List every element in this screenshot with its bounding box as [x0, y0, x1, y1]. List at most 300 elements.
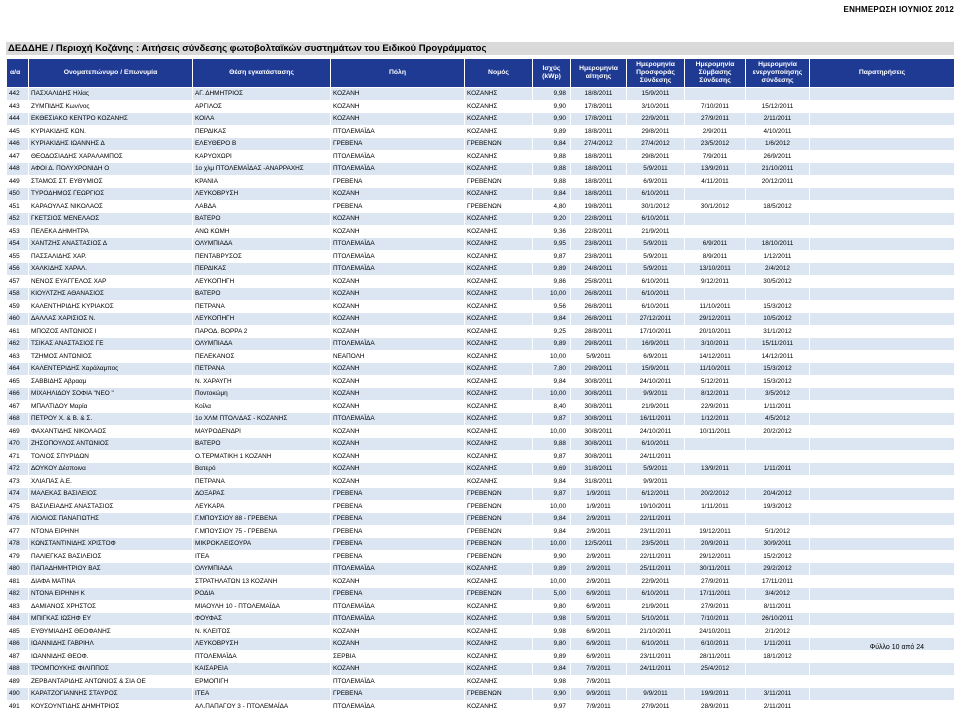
- cell-city: ΠΤΟΛΕΜΑΪΔΑ: [331, 250, 465, 263]
- cell-offer-date: 22/11/2011: [627, 550, 685, 563]
- cell-power: 9,80: [533, 638, 571, 651]
- cell-app-date: 5/9/2011: [571, 613, 627, 626]
- table-row: [7, 238, 955, 251]
- cell-activation-date: 20/2/2012: [746, 425, 810, 438]
- cell-owner: ΣΑΒΒΙΔΗΣ Αβρααμ: [29, 375, 193, 388]
- cell-power: 10,00: [533, 350, 571, 363]
- cell-city: ΠΤΟΛΕΜΑΪΔΑ: [331, 125, 465, 138]
- cell-city: ΠΤΟΛΕΜΑΪΔΑ: [331, 413, 465, 426]
- cell-contract-date: [685, 475, 746, 488]
- cell-remarks: [810, 263, 955, 276]
- cell-power: 9,88: [533, 438, 571, 451]
- cell-app-date: 18/8/2011: [571, 163, 627, 176]
- cell-city: ΚΟΖΑΝΗ: [331, 575, 465, 588]
- cell-app-date: 18/8/2011: [571, 188, 627, 201]
- cell-offer-date: 15/9/2011: [627, 363, 685, 376]
- cell-offer-date: 22/9/2011: [627, 113, 685, 126]
- table-row: [7, 400, 955, 413]
- table-row: [7, 525, 955, 538]
- cell-owner: ΠΑΛΙΕΓΚΑΣ ΒΑΣΙΛΕΙΟΣ: [29, 550, 193, 563]
- cell-nomos: ΚΟΖΑΝΗΣ: [465, 600, 533, 613]
- cell-location: ΔΟΞΑΡΑΣ: [193, 488, 331, 501]
- cell-power: 10,00: [533, 538, 571, 551]
- cell-power: 9,56: [533, 300, 571, 313]
- col-contract-date: Ημερομηνία Σύμβασης Σύνδεσης: [685, 59, 746, 88]
- cell-nomos: ΚΟΖΑΝΗΣ: [465, 475, 533, 488]
- cell-location: 1ο χλμ ΠΤΟΛΕΜΑΪΔΑΣ -ΑΝΑΡΡΑΧΗΣ: [193, 163, 331, 176]
- cell-contract-date: 29/12/2011: [685, 550, 746, 563]
- cell-offer-date: 5/10/2011: [627, 613, 685, 626]
- cell-remarks: [810, 575, 955, 588]
- cell-offer-date: 6/10/2011: [627, 300, 685, 313]
- cell-activation-date: 21/10/2011: [746, 163, 810, 176]
- table-row: [7, 163, 955, 176]
- cell-power: 5,00: [533, 588, 571, 601]
- cell-nomos: ΚΟΖΑΝΗΣ: [465, 150, 533, 163]
- cell-owner: ΠΕΤΡΟΥ Χ. & Β. & Σ.: [29, 413, 193, 426]
- cell-nomos: ΚΟΖΑΝΗΣ: [465, 425, 533, 438]
- cell-owner: ΜΠΙΓΚΑΣ ΙΩΣΗΦ ΕΥ: [29, 613, 193, 626]
- applications-table: [6, 58, 955, 713]
- cell-app-date: 30/8/2011: [571, 425, 627, 438]
- cell-city: ΓΡΕΒΕΝΑ: [331, 500, 465, 513]
- cell-offer-date: 3/10/2011: [627, 100, 685, 113]
- cell-app-date: 30/8/2011: [571, 450, 627, 463]
- cell-owner: ΠΑΣΧΑΛΙΔΗΣ Ηλίας: [29, 88, 193, 101]
- cell-app-date: 1/9/2011: [571, 488, 627, 501]
- cell-contract-date: 1/12/2011: [685, 413, 746, 426]
- cell-city: ΚΟΖΑΝΗ: [331, 313, 465, 326]
- cell-activation-date: 2/11/2011: [746, 700, 810, 713]
- col-nomos: Νομός: [465, 59, 533, 88]
- cell-offer-date: 5/9/2011: [627, 263, 685, 276]
- cell-activation-date: 1/6/2012: [746, 138, 810, 151]
- cell-nomos: ΚΟΖΑΝΗΣ: [465, 663, 533, 676]
- cell-app-date: 25/8/2011: [571, 275, 627, 288]
- cell-offer-date: 21/9/2011: [627, 225, 685, 238]
- cell-app-date: 9/9/2011: [571, 688, 627, 701]
- cell-owner: ΙΩΑΝΝΙΔΗΣ ΓΑΒΡΙΗΛ: [29, 638, 193, 651]
- cell-aa: 472: [7, 463, 29, 476]
- cell-power: 9,89: [533, 125, 571, 138]
- cell-location: Ν. ΚΛΕΙΤΟΣ: [193, 625, 331, 638]
- cell-contract-date: [685, 188, 746, 201]
- cell-offer-date: 16/11/2011: [627, 413, 685, 426]
- cell-aa: 478: [7, 538, 29, 551]
- cell-location: ΑΡΓΙΛΟΣ: [193, 100, 331, 113]
- table-row: [7, 488, 955, 501]
- cell-contract-date: 10/11/2011: [685, 425, 746, 438]
- cell-contract-date: 11/10/2011: [685, 300, 746, 313]
- cell-activation-date: 5/1/2012: [746, 525, 810, 538]
- cell-offer-date: 24/10/2011: [627, 425, 685, 438]
- cell-app-date: 23/8/2011: [571, 250, 627, 263]
- table-row: [7, 450, 955, 463]
- table-row: [7, 625, 955, 638]
- cell-city: ΣΕΡΒΙΑ: [331, 650, 465, 663]
- cell-offer-date: 23/11/2011: [627, 650, 685, 663]
- cell-contract-date: 20/2/2012: [685, 488, 746, 501]
- cell-offer-date: 22/9/2011: [627, 575, 685, 588]
- cell-location: Γ.ΜΠΟΥΣΙΟΥ 75 - ΓΡΕΒΕΝΑ: [193, 525, 331, 538]
- cell-nomos: ΚΟΖΑΝΗΣ: [465, 100, 533, 113]
- cell-city: ΠΤΟΛΕΜΑΪΔΑ: [331, 563, 465, 576]
- cell-location: ΦΟΥΦΑΣ: [193, 613, 331, 626]
- table-row: [7, 513, 955, 526]
- cell-remarks: [810, 338, 955, 351]
- cell-contract-date: 22/9/2011: [685, 400, 746, 413]
- cell-offer-date: 9/9/2011: [627, 388, 685, 401]
- cell-location: ΙΤΕΑ: [193, 550, 331, 563]
- cell-power: 9,84: [533, 375, 571, 388]
- cell-power: 9,89: [533, 338, 571, 351]
- cell-nomos: ΚΟΖΑΝΗΣ: [465, 213, 533, 226]
- cell-nomos: ΓΡΕΒΕΝΩΝ: [465, 200, 533, 213]
- cell-aa: 471: [7, 450, 29, 463]
- table-row: [7, 675, 955, 688]
- cell-offer-date: 5/9/2011: [627, 163, 685, 176]
- cell-contract-date: 27/9/2011: [685, 575, 746, 588]
- cell-offer-date: 16/9/2011: [627, 338, 685, 351]
- cell-nomos: ΚΟΖΑΝΗΣ: [465, 675, 533, 688]
- cell-remarks: [810, 100, 955, 113]
- cell-remarks: [810, 550, 955, 563]
- cell-remarks: [810, 525, 955, 538]
- cell-activation-date: [746, 438, 810, 451]
- cell-power: 9,84: [533, 475, 571, 488]
- cell-activation-date: 15/12/2011: [746, 100, 810, 113]
- cell-app-date: 31/8/2011: [571, 475, 627, 488]
- table-row: [7, 338, 955, 351]
- cell-power: 9,84: [533, 313, 571, 326]
- cell-activation-date: 15/2/2012: [746, 550, 810, 563]
- table-row: [7, 538, 955, 551]
- cell-power: 9,98: [533, 613, 571, 626]
- cell-activation-date: 30/5/2012: [746, 275, 810, 288]
- cell-contract-date: 13/10/2011: [685, 263, 746, 276]
- table-row: [7, 613, 955, 626]
- cell-offer-date: 6/10/2011: [627, 438, 685, 451]
- cell-nomos: ΚΟΖΑΝΗΣ: [465, 450, 533, 463]
- table-row: [7, 300, 955, 313]
- cell-location: ΜΙΑΟΥΛΗ 10 - ΠΤΟΛΕΜΑΪΔΑ: [193, 600, 331, 613]
- table-row: [7, 638, 955, 651]
- table-row: [7, 100, 955, 113]
- cell-remarks: [810, 288, 955, 301]
- col-location: Θέση εγκατάστασης: [193, 59, 331, 88]
- col-activation-date: Ημερομηνία ενεργοποίησης σύνδεσης: [746, 59, 810, 88]
- cell-city: ΓΡΕΒΕΝΑ: [331, 538, 465, 551]
- cell-owner: ΚΑΡΑΤΖΟΓΙΑΝΝΗΣ ΣΤΑΥΡΟΣ: [29, 688, 193, 701]
- cell-nomos: ΓΡΕΒΕΝΩΝ: [465, 525, 533, 538]
- cell-owner: ΣΤΑΜΟΣ ΣΤ. ΕΥΘΥΜΙΟΣ: [29, 175, 193, 188]
- cell-activation-date: [746, 450, 810, 463]
- cell-location: ΚΡΑΝΙΑ: [193, 175, 331, 188]
- cell-activation-date: 18/10/2011: [746, 238, 810, 251]
- cell-contract-date: [685, 675, 746, 688]
- cell-app-date: 29/8/2011: [571, 363, 627, 376]
- cell-remarks: [810, 600, 955, 613]
- cell-owner: ΤΥΡΟΔΗΜΟΣ ΓΕΩΡΓΙΟΣ: [29, 188, 193, 201]
- cell-city: ΠΤΟΛΕΜΑΪΔΑ: [331, 163, 465, 176]
- cell-app-date: 30/8/2011: [571, 388, 627, 401]
- cell-contract-date: 24/10/2011: [685, 625, 746, 638]
- col-aa: α/α: [7, 59, 29, 88]
- cell-city: ΠΤΟΛΕΜΑΪΔΑ: [331, 263, 465, 276]
- cell-nomos: ΚΟΖΑΝΗΣ: [465, 250, 533, 263]
- cell-remarks: [810, 675, 955, 688]
- cell-power: 10,00: [533, 425, 571, 438]
- cell-nomos: ΚΟΖΑΝΗΣ: [465, 125, 533, 138]
- cell-remarks: [810, 438, 955, 451]
- cell-app-date: 27/4/2012: [571, 138, 627, 151]
- cell-location: Ο.ΤΕΡΜΑΤΙΚΗ 1 ΚΟΖΑΝΗ: [193, 450, 331, 463]
- cell-app-date: 26/8/2011: [571, 313, 627, 326]
- cell-contract-date: 29/12/2011: [685, 313, 746, 326]
- cell-owner: ΚΥΡΙΑΚΙΔΗΣ ΙΩΑΝΝΗΣ Δ: [29, 138, 193, 151]
- cell-city: ΚΟΖΑΝΗ: [331, 100, 465, 113]
- cell-location: ΠΕΡΔΙΚΑΣ: [193, 125, 331, 138]
- cell-aa: 488: [7, 663, 29, 676]
- cell-city: ΠΤΟΛΕΜΑΪΔΑ: [331, 600, 465, 613]
- cell-aa: 469: [7, 425, 29, 438]
- cell-location: ΛΕΥΚΟΠΗΓΗ: [193, 313, 331, 326]
- cell-remarks: [810, 350, 955, 363]
- table-row: [7, 250, 955, 263]
- cell-contract-date: 9/12/2011: [685, 275, 746, 288]
- cell-nomos: ΚΟΖΑΝΗΣ: [465, 700, 533, 713]
- cell-activation-date: [746, 475, 810, 488]
- cell-owner: ΚΑΛΕΝΤΗΡΙΔΗΣ ΚΥΡΙΑΚΟΣ: [29, 300, 193, 313]
- cell-owner: ΜΠΟΖΟΣ ΑΝΤΩΝΙΟΣ Ι: [29, 325, 193, 338]
- cell-app-date: 17/8/2011: [571, 100, 627, 113]
- cell-location: ΜΙΚΡΟΚΛΕΙΣΟΥΡΑ: [193, 538, 331, 551]
- cell-city: ΚΟΖΑΝΗ: [331, 475, 465, 488]
- cell-activation-date: 26/10/2011: [746, 613, 810, 626]
- cell-aa: 484: [7, 613, 29, 626]
- cell-contract-date: 13/9/2011: [685, 463, 746, 476]
- cell-remarks: [810, 363, 955, 376]
- cell-aa: 480: [7, 563, 29, 576]
- cell-city: ΓΡΕΒΕΝΑ: [331, 138, 465, 151]
- cell-offer-date: 23/11/2011: [627, 525, 685, 538]
- cell-location: ΣΤΡΑΤΗΛΑΤΩΝ 13 ΚΟΖΑΝΗ: [193, 575, 331, 588]
- cell-remarks: [810, 125, 955, 138]
- cell-aa: 445: [7, 125, 29, 138]
- cell-aa: 491: [7, 700, 29, 713]
- cell-activation-date: 1/11/2011: [746, 463, 810, 476]
- cell-remarks: [810, 688, 955, 701]
- cell-aa: 487: [7, 650, 29, 663]
- col-app-date: Ημερομηνία αίτησης: [571, 59, 627, 88]
- cell-owner: ΝΤΟΝΑ ΕΙΡΗΝΗ Κ: [29, 588, 193, 601]
- cell-city: ΚΟΖΑΝΗ: [331, 450, 465, 463]
- table-row: [7, 700, 955, 713]
- cell-activation-date: 1/12/2011: [746, 250, 810, 263]
- cell-aa: 466: [7, 388, 29, 401]
- table-row: [7, 500, 955, 513]
- col-city: Πόλη: [331, 59, 465, 88]
- cell-offer-date: 6/10/2011: [627, 188, 685, 201]
- cell-city: ΓΡΕΒΕΝΑ: [331, 513, 465, 526]
- cell-activation-date: 1/11/2011: [746, 400, 810, 413]
- cell-owner: ΓΚΕΤΣΙΟΣ ΜΕΝΕΛΑΟΣ: [29, 213, 193, 226]
- cell-owner: ΧΛΙΑΠΑΣ Α.Ε.: [29, 475, 193, 488]
- cell-offer-date: 9/9/2011: [627, 688, 685, 701]
- cell-location: ΑΓ. ΔΗΜΗΤΡΙΟΣ: [193, 88, 331, 101]
- cell-owner: ΝΕΝΟΣ ΕΥΑΓΓΕΛΟΣ ΧΑΡ: [29, 275, 193, 288]
- cell-location: ΠΕΡΔΙΚΑΣ: [193, 263, 331, 276]
- table-row: [7, 463, 955, 476]
- cell-aa: 473: [7, 475, 29, 488]
- cell-aa: 463: [7, 350, 29, 363]
- cell-location: Ποντοκώμη: [193, 388, 331, 401]
- cell-nomos: ΚΟΖΑΝΗΣ: [465, 188, 533, 201]
- cell-nomos: ΓΡΕΒΕΝΩΝ: [465, 688, 533, 701]
- cell-aa: 449: [7, 175, 29, 188]
- cell-city: ΚΟΖΑΝΗ: [331, 400, 465, 413]
- cell-location: ΡΟΔΙΑ: [193, 588, 331, 601]
- cell-city: ΚΟΖΑΝΗ: [331, 188, 465, 201]
- cell-remarks: [810, 650, 955, 663]
- cell-offer-date: 17/10/2011: [627, 325, 685, 338]
- cell-location: ΚΟΙΛΑ: [193, 113, 331, 126]
- cell-aa: 489: [7, 675, 29, 688]
- cell-activation-date: 15/3/2012: [746, 363, 810, 376]
- cell-aa: 474: [7, 488, 29, 501]
- cell-power: 9,88: [533, 175, 571, 188]
- cell-location: ΑΝΩ ΚΩΜΗ: [193, 225, 331, 238]
- cell-city: ΠΤΟΛΕΜΑΪΔΑ: [331, 238, 465, 251]
- cell-city: ΚΟΖΑΝΗ: [331, 225, 465, 238]
- cell-app-date: 30/8/2011: [571, 375, 627, 388]
- table-row: [7, 688, 955, 701]
- cell-offer-date: 29/8/2011: [627, 150, 685, 163]
- cell-city: ΓΡΕΒΕΝΑ: [331, 488, 465, 501]
- table-row: [7, 325, 955, 338]
- cell-city: ΚΟΖΑΝΗ: [331, 638, 465, 651]
- cell-city: ΚΟΖΑΝΗ: [331, 625, 465, 638]
- table-row: [7, 200, 955, 213]
- cell-activation-date: 1/11/2011: [746, 638, 810, 651]
- cell-power: 9,98: [533, 675, 571, 688]
- cell-nomos: ΚΟΖΑΝΗΣ: [465, 163, 533, 176]
- cell-offer-date: 6/9/2011: [627, 350, 685, 363]
- cell-power: 9,87: [533, 413, 571, 426]
- cell-remarks: [810, 400, 955, 413]
- cell-offer-date: 22/11/2011: [627, 513, 685, 526]
- cell-remarks: [810, 513, 955, 526]
- cell-city: ΚΟΖΑΝΗ: [331, 438, 465, 451]
- table-row: [7, 138, 955, 151]
- cell-location: ΠΤΟΛΕΜΑΪΔΑ: [193, 650, 331, 663]
- cell-owner: ΕΥΘΥΜΙΑΔΗΣ ΘΕΟΦΑΝΗΣ: [29, 625, 193, 638]
- cell-aa: 451: [7, 200, 29, 213]
- cell-offer-date: 6/9/2011: [627, 175, 685, 188]
- cell-aa: 467: [7, 400, 29, 413]
- table-row: [7, 263, 955, 276]
- cell-app-date: 7/9/2011: [571, 700, 627, 713]
- col-offer-date: Ημερομηνία Προσφοράς Σύνδεσης: [627, 59, 685, 88]
- cell-contract-date: 30/11/2011: [685, 563, 746, 576]
- cell-aa: 485: [7, 625, 29, 638]
- cell-app-date: 6/9/2011: [571, 650, 627, 663]
- cell-remarks: [810, 663, 955, 676]
- cell-activation-date: [746, 88, 810, 101]
- cell-remarks: [810, 188, 955, 201]
- cell-location: ΚΑΡΥΟΧΩΡΙ: [193, 150, 331, 163]
- table-row: [7, 413, 955, 426]
- cell-city: ΚΟΖΑΝΗ: [331, 275, 465, 288]
- cell-aa: 457: [7, 275, 29, 288]
- cell-power: 9,69: [533, 463, 571, 476]
- cell-city: ΓΡΕΒΕΝΑ: [331, 200, 465, 213]
- table-row: [7, 225, 955, 238]
- cell-nomos: ΚΟΖΑΝΗΣ: [465, 338, 533, 351]
- cell-nomos: ΚΟΖΑΝΗΣ: [465, 225, 533, 238]
- cell-remarks: [810, 213, 955, 226]
- cell-aa: 450: [7, 188, 29, 201]
- cell-location: ΠΕΝΤΑΒΡΥΣΟΣ: [193, 250, 331, 263]
- cell-nomos: ΚΟΖΑΝΗΣ: [465, 625, 533, 638]
- cell-owner: ΖΗΣΟΠΟΥΛΟΣ ΑΝΤΩΝΙΟΣ: [29, 438, 193, 451]
- cell-nomos: ΚΟΖΑΝΗΣ: [465, 300, 533, 313]
- cell-remarks: [810, 463, 955, 476]
- cell-city: ΚΟΖΑΝΗ: [331, 425, 465, 438]
- cell-app-date: 28/8/2011: [571, 325, 627, 338]
- page-title: ΔΕΔΔΗΕ / Περιοχή Κοζάνης : Αιτήσεις σύνδεσης φωτοβολταϊκών συστημάτων του Ειδικού Προγράμματος: [6, 42, 954, 55]
- cell-contract-date: [685, 450, 746, 463]
- table-row: [7, 88, 955, 101]
- cell-aa: 477: [7, 525, 29, 538]
- cell-offer-date: 21/9/2011: [627, 400, 685, 413]
- cell-city: ΚΟΖΑΝΗ: [331, 213, 465, 226]
- cell-aa: 462: [7, 338, 29, 351]
- cell-remarks: [810, 300, 955, 313]
- update-label: ΕΝΗΜΕΡΩΣΗ ΙΟΥΝΙΟΣ 2012: [843, 5, 954, 14]
- cell-location: ΛΑΒΔΑ: [193, 200, 331, 213]
- cell-owner: ΚΙΟΥΛΤΖΗΣ ΑΘΑΝΑΣΙΟΣ: [29, 288, 193, 301]
- cell-location: Γ.ΜΠΟΥΣΙΟΥ 88 - ΓΡΕΒΕΝΑ: [193, 513, 331, 526]
- cell-nomos: ΚΟΖΑΝΗΣ: [465, 238, 533, 251]
- cell-offer-date: 6/10/2011: [627, 588, 685, 601]
- cell-remarks: [810, 413, 955, 426]
- cell-nomos: ΚΟΖΑΝΗΣ: [465, 650, 533, 663]
- cell-nomos: ΚΟΖΑΝΗΣ: [465, 263, 533, 276]
- cell-city: ΚΟΖΑΝΗ: [331, 388, 465, 401]
- cell-city: ΠΤΟΛΕΜΑΪΔΑ: [331, 700, 465, 713]
- cell-nomos: ΚΟΖΑΝΗΣ: [465, 388, 533, 401]
- cell-offer-date: 6/12/2011: [627, 488, 685, 501]
- cell-offer-date: 25/11/2011: [627, 563, 685, 576]
- cell-remarks: [810, 538, 955, 551]
- cell-remarks: [810, 163, 955, 176]
- cell-activation-date: 14/12/2011: [746, 350, 810, 363]
- cell-nomos: ΚΟΖΑΝΗΣ: [465, 375, 533, 388]
- cell-remarks: [810, 563, 955, 576]
- cell-aa: 475: [7, 500, 29, 513]
- cell-app-date: 19/8/2011: [571, 200, 627, 213]
- cell-remarks: [810, 113, 955, 126]
- cell-app-date: 17/8/2011: [571, 113, 627, 126]
- cell-power: 9,89: [533, 263, 571, 276]
- cell-app-date: 5/9/2011: [571, 350, 627, 363]
- cell-offer-date: 6/10/2011: [627, 275, 685, 288]
- table-row: [7, 363, 955, 376]
- table-header-row: [7, 59, 955, 88]
- cell-activation-date: 15/3/2012: [746, 300, 810, 313]
- cell-offer-date: 19/10/2011: [627, 500, 685, 513]
